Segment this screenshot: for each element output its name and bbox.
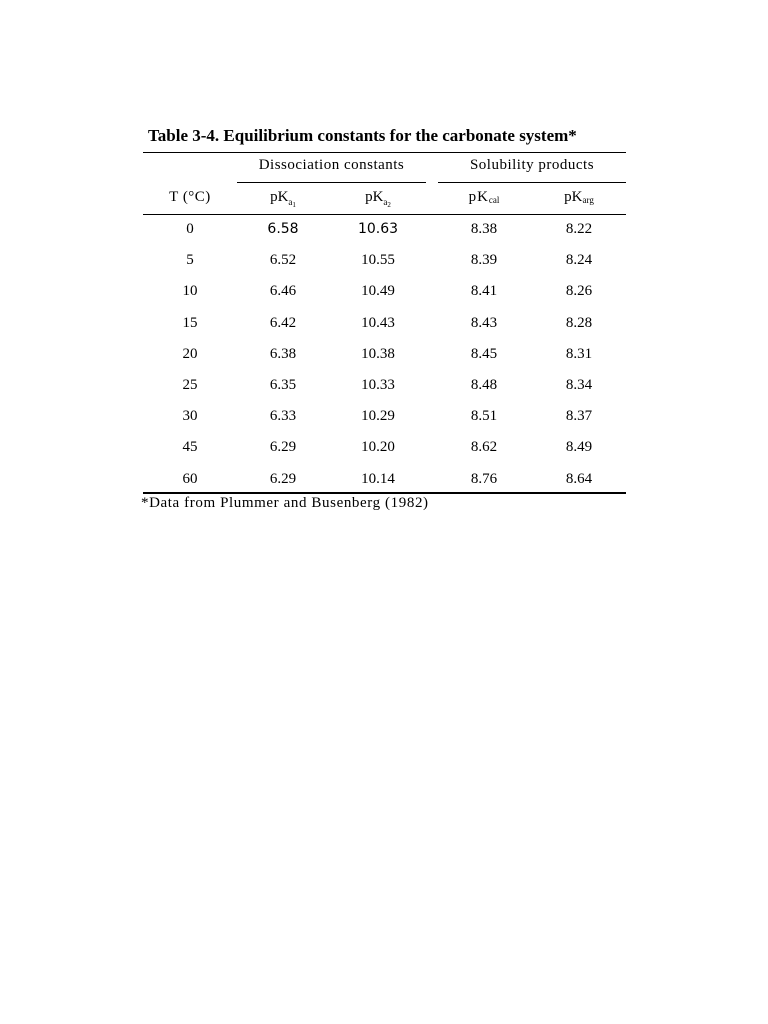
pkcal-cell: 8.76 (470, 470, 498, 487)
pkarg-cell: 8.31 (565, 345, 593, 362)
pkarg-cell: 8.37 (565, 408, 593, 425)
pka2-cell: 10.20 (361, 439, 395, 456)
pka1-cell: 6.52 (269, 252, 297, 269)
table-title: Table 3-4. Equilibrium constants for the carbonate system* (148, 126, 577, 145)
pka2-header-main: pK (365, 189, 384, 205)
pka1-cell: 6.33 (269, 408, 297, 425)
pka1-header-sub-index: 1 (292, 201, 296, 209)
temperature-cell: 45 (182, 439, 198, 456)
table-row (0, 344, 768, 375)
pka2-cell: 10.29 (361, 408, 395, 425)
pkarg-column-header (534, 189, 624, 206)
temperature-cell: 5 (186, 252, 194, 269)
temperature-cell: 10 (182, 283, 198, 300)
pkcal-cell: 8.41 (470, 283, 498, 300)
table-row (0, 281, 768, 312)
temperature-cell: 25 (182, 376, 198, 393)
pkarg-cell: 8.26 (565, 283, 593, 300)
pka1-header-main: pK (270, 189, 289, 205)
pkcal-cell: 8.43 (470, 314, 498, 331)
temperature-cell: 30 (182, 408, 198, 425)
dissociation-constants-header: Dissociation constants (258, 157, 405, 173)
pka2-header-sub-letter: a (383, 197, 388, 207)
table-row (0, 313, 768, 344)
pkarg-cell: 8.64 (565, 470, 593, 487)
pkarg-cell: 8.34 (565, 376, 593, 393)
pka2-cell: 10.38 (361, 345, 395, 362)
pkarg-cell: 8.28 (565, 314, 593, 331)
pkcal-cell: 8.39 (470, 252, 498, 269)
pka2-header-sub (383, 197, 391, 207)
pkcal-column-header (439, 189, 529, 206)
table-footnote: *Data from Plummer and Busenberg (1982) (141, 495, 429, 511)
temperature-cell: 20 (182, 345, 198, 362)
pka1-cell: 6.38 (269, 345, 297, 362)
pka1-header-sub (288, 197, 296, 207)
pkarg-header-main: pK (564, 189, 583, 205)
pkarg-header-sub: arg (582, 195, 594, 205)
pkcal-header-sub: cal (488, 195, 500, 205)
bottom-rule (143, 492, 626, 494)
temperature-column-header: T (°C) (169, 189, 211, 205)
pka1-column-header (238, 189, 328, 209)
table-row (0, 406, 768, 437)
table-body (0, 219, 768, 500)
solubility-group-rule (438, 182, 626, 183)
pkarg-cell: 8.24 (565, 252, 593, 269)
top-rule (143, 152, 626, 153)
table-row (0, 250, 768, 281)
solubility-products-header: Solubility products (469, 157, 595, 173)
pkcal-cell: 8.51 (470, 408, 498, 425)
pka2-cell: 10.49 (361, 283, 395, 300)
pka1-cell: 6.58 (267, 221, 299, 237)
pka1-cell: 6.46 (269, 283, 297, 300)
pkcal-cell: 8.48 (470, 376, 498, 393)
header-rule (143, 214, 626, 215)
pka1-cell: 6.35 (269, 376, 297, 393)
pkcal-header-main: pK (468, 189, 489, 205)
pka2-header-sub-index: 2 (387, 201, 391, 209)
pka2-cell: 10.43 (361, 314, 395, 331)
temperature-cell: 0 (186, 221, 194, 237)
pka2-cell: 10.55 (361, 252, 395, 269)
pkcal-cell: 8.38 (470, 221, 498, 237)
table-row (0, 437, 768, 468)
pka2-cell: 10.63 (357, 221, 399, 237)
pkcal-cell: 8.45 (470, 345, 498, 362)
pkcal-cell: 8.62 (470, 439, 498, 456)
pka1-cell: 6.29 (269, 439, 297, 456)
pkarg-cell: 8.49 (565, 439, 593, 456)
dissociation-group-rule (237, 182, 426, 183)
temperature-cell: 15 (182, 314, 198, 331)
pka2-cell: 10.14 (361, 470, 395, 487)
table-row (0, 375, 768, 406)
temperature-cell: 60 (182, 470, 198, 487)
pkarg-cell: 8.22 (565, 221, 593, 237)
pka2-column-header (333, 189, 423, 209)
pka1-cell: 6.42 (269, 314, 297, 331)
pka1-cell: 6.29 (269, 470, 297, 487)
table-row (0, 219, 768, 250)
pka2-cell: 10.33 (361, 376, 395, 393)
pka1-header-sub-letter: a (288, 197, 293, 207)
